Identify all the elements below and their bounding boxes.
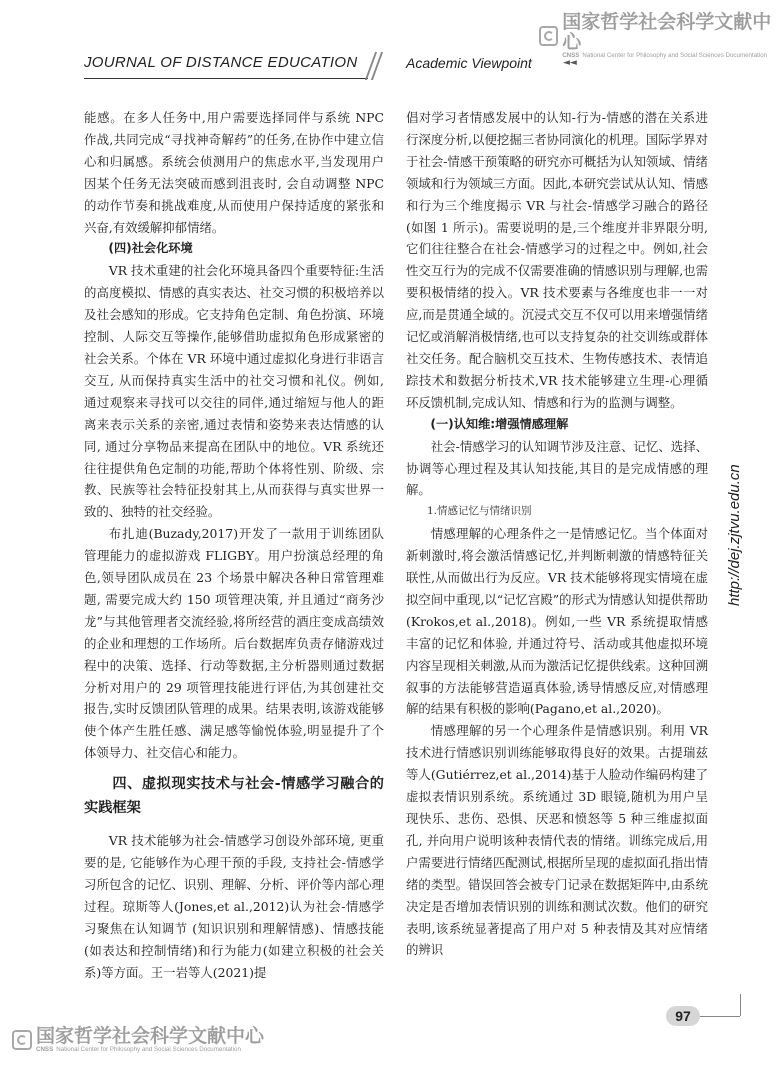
paragraph: 能感。在多人任务中,用户需要选择同伴与系统 NPC 作战,共同完成“寻找神奇解药”的任务,在协作中建立信心和归属感。系统会侦测用户的焦虑水平,当发现用户因某个任务无法突破而感到沮丧时, 会自动调整 NPC 的动作节奏和挑战难度,从而使用户保持适度的紧张和兴奋,有效缓解抑郁情绪。: [84, 110, 384, 235]
top-watermark: [539, 12, 779, 60]
bottom-watermark: [12, 1026, 264, 1054]
left-column: [84, 107, 384, 984]
paragraph: 倡对学习者情感发展中的认知-行为-情感的潜在关系进行深度分析,以便挖掘三者协同演化的机理。国际学界对于社会-情感干预策略的研究亦可概括为认知领域、情绪领域和行为领域三方面。因此,本研究尝试从认知、情感和行为三个维度揭示 VR 与社会-情感学习融合的路径(如图 1 所示)。需要说明的是,三个维度并非界限分明,它们往往整合在社会-情感学习的过程之中。例如,社会性交互行为的完成不仅需要准确的情感识别与理解,也需要积极情绪的投入。VR 技术要素与各维度也非一一对应,而是贯通全域的。沉浸式交互不仅可以用来增强情绪记忆或消解消极情绪,也可以支持复杂的社交训练或群体社交任务。配合脑机交互技术、生物传感技术、表情追踪技术和数据分析技术,VR 技术能够建立生理-心理循环反馈机制,完成认知、情感和行为的监测与调整。: [406, 110, 708, 410]
footer-rule: [740, 994, 741, 1016]
paragraph: 社会-情感学习的认知调节涉及注意、记忆、选择、协调等心理过程及其认知技能,其目的是完成情感的理解。: [406, 438, 708, 498]
journal-title: JOURNAL OF DISTANCE EDUCATION: [84, 54, 358, 71]
watermark-title: 国家哲学社会科学文献中心: [36, 1025, 265, 1047]
library-logo-icon: [539, 26, 558, 46]
paragraph: 布扎迪(Buzady,2017)开发了一款用于训练团队管理能力的虚拟游戏 FLIGBY。用户扮演总经理的角色,领导团队成员在 23 个场景中解决各种日常管理难题, 需要完成大约 150 项管理决策, 并且通过“商务沙龙”与其他管理者交流经验,将所经营的酒庄变成高绩效的企业和理想的工作场所。后台数据库负责存储游戏过程中的决策、选择、行动等数据,主分析器则通过数据分析对用户的 29 项管理技能进行评估,为其创建社交报告,实时反馈团队管理的成果。结果表明,该游戏能够使个体产生胜任感、满足感等愉悦体验,明显提升了个体领导力、社交信心和能力。: [84, 526, 384, 761]
subsection-heading: 1.情感记忆与情绪识别: [427, 505, 532, 518]
right-column: [406, 107, 708, 961]
library-logo-icon: [12, 1030, 32, 1050]
watermark-subtitle: CNSS National Center for Philosophy and Social Sciences Documentation: [562, 52, 768, 59]
section-heading: (四)社会化环境: [108, 241, 193, 256]
section-heading: (一)认知维:增强情感理解: [430, 416, 569, 431]
footer-rule: [700, 1016, 740, 1017]
paragraph: VR 技术重建的社会化环境具备四个重要特征:生活的高度模拟、情感的真实表达、社交习惯的积极培养以及社会感知的形成。它支持角色定制、角色扮演、环境控制、人际交互等操作,能够借助虚拟角色形成紧密的社会关系。个体在 VR 环境中通过虚拟化身进行非语言交互, 从而保持真实生活中的社交习惯和礼仪。例如, 通过观察来寻找可以交往的同伴,通过缩短与他人的距离来表示关系的亲密,通过表情和姿势来表达情感的认同, 通过分享物品来提高在团队中的地位。VR 系统还往往提供角色定制的功能,帮助个体将性别、阶级、宗教、民族等社会特征投射其上,从而获得与真实世界一致的、独特的社交经验。: [84, 263, 384, 520]
paragraph: 情感理解的另一个心理条件是情感识别。利用 VR 技术进行情感识别训练能够取得良好的效果。古提瑞兹等人(Gutiérrez,et al.,2014)基于人脸动作编码构建了虚拟表情识别系统。系统通过 3D 眼镜,随机为用户呈现快乐、悲伤、恐惧、厌恶和愤怒等 5 种三维虚拟面孔, 并向用户说明该种表情代表的情绪。训练完成后,用户需要进行情绪匹配测试,根据所呈现的虚拟面孔指出情绪的类型。错误回答会被专门记录在数据矩阵中,由系统决定是否增加表情识别的训练和测试次数。他们的研究表明,该系统显著提高了用户对 5 种表情及其对应情绪的辨识: [406, 723, 708, 958]
paragraph: VR 技术能够为社会-情感学习创设外部环境, 更重要的是, 它能够作为心理干预的手段, 支持社会-情感学习所包含的记忆、识别、理解、分析、评价等内部心理过程。琼斯等人(Jones,et al.,2012)认为社会-情感学习聚焦在认知调节 (知识识别和理解情感)、情感技能(如表达和控制情绪)和行为能力(如建立积极的社会关系)等方面。王一岩等人(2021)提: [84, 833, 384, 980]
paragraph: 情感理解的心理条件之一是情感记忆。当个体面对新刺激时,将会激活情感记忆,并判断刺激的情感特征关联性,从而做出行为反应。VR 技术能够将现实情境在虚拟空间中重现,以“记忆宫殿”的形式为情感认知提供帮助(Krokos,et al.,2018)。例如,一些 VR 系统提取情感丰富的记忆和体验, 并通过符号、活动或其他虚拟环境内容呈现相关刺激,从而为激活记忆提供线索。这种回溯叙事的方法能够营造逼真体验,诱导情感反应,对情感理解的结果有积极的影响(Pagano,et al.,2020)。: [406, 526, 708, 717]
section-title: Academic Viewpoint: [406, 55, 532, 71]
page-number: 97: [666, 1006, 700, 1026]
watermark-subtitle: CNSS National Center for Philosophy and Social Sciences Documentation: [36, 1046, 241, 1053]
journal-url[interactable]: http://dej.zjtvu.edu.cn: [726, 464, 743, 606]
watermark-title: 国家哲学社会科学文献中心: [562, 11, 772, 53]
chapter-heading: 四、虚拟现实技术与社会-情感学习融合的实践框架: [84, 776, 384, 817]
double-arrow-icon: ◄◄: [563, 58, 577, 68]
header-rule: [84, 78, 368, 79]
